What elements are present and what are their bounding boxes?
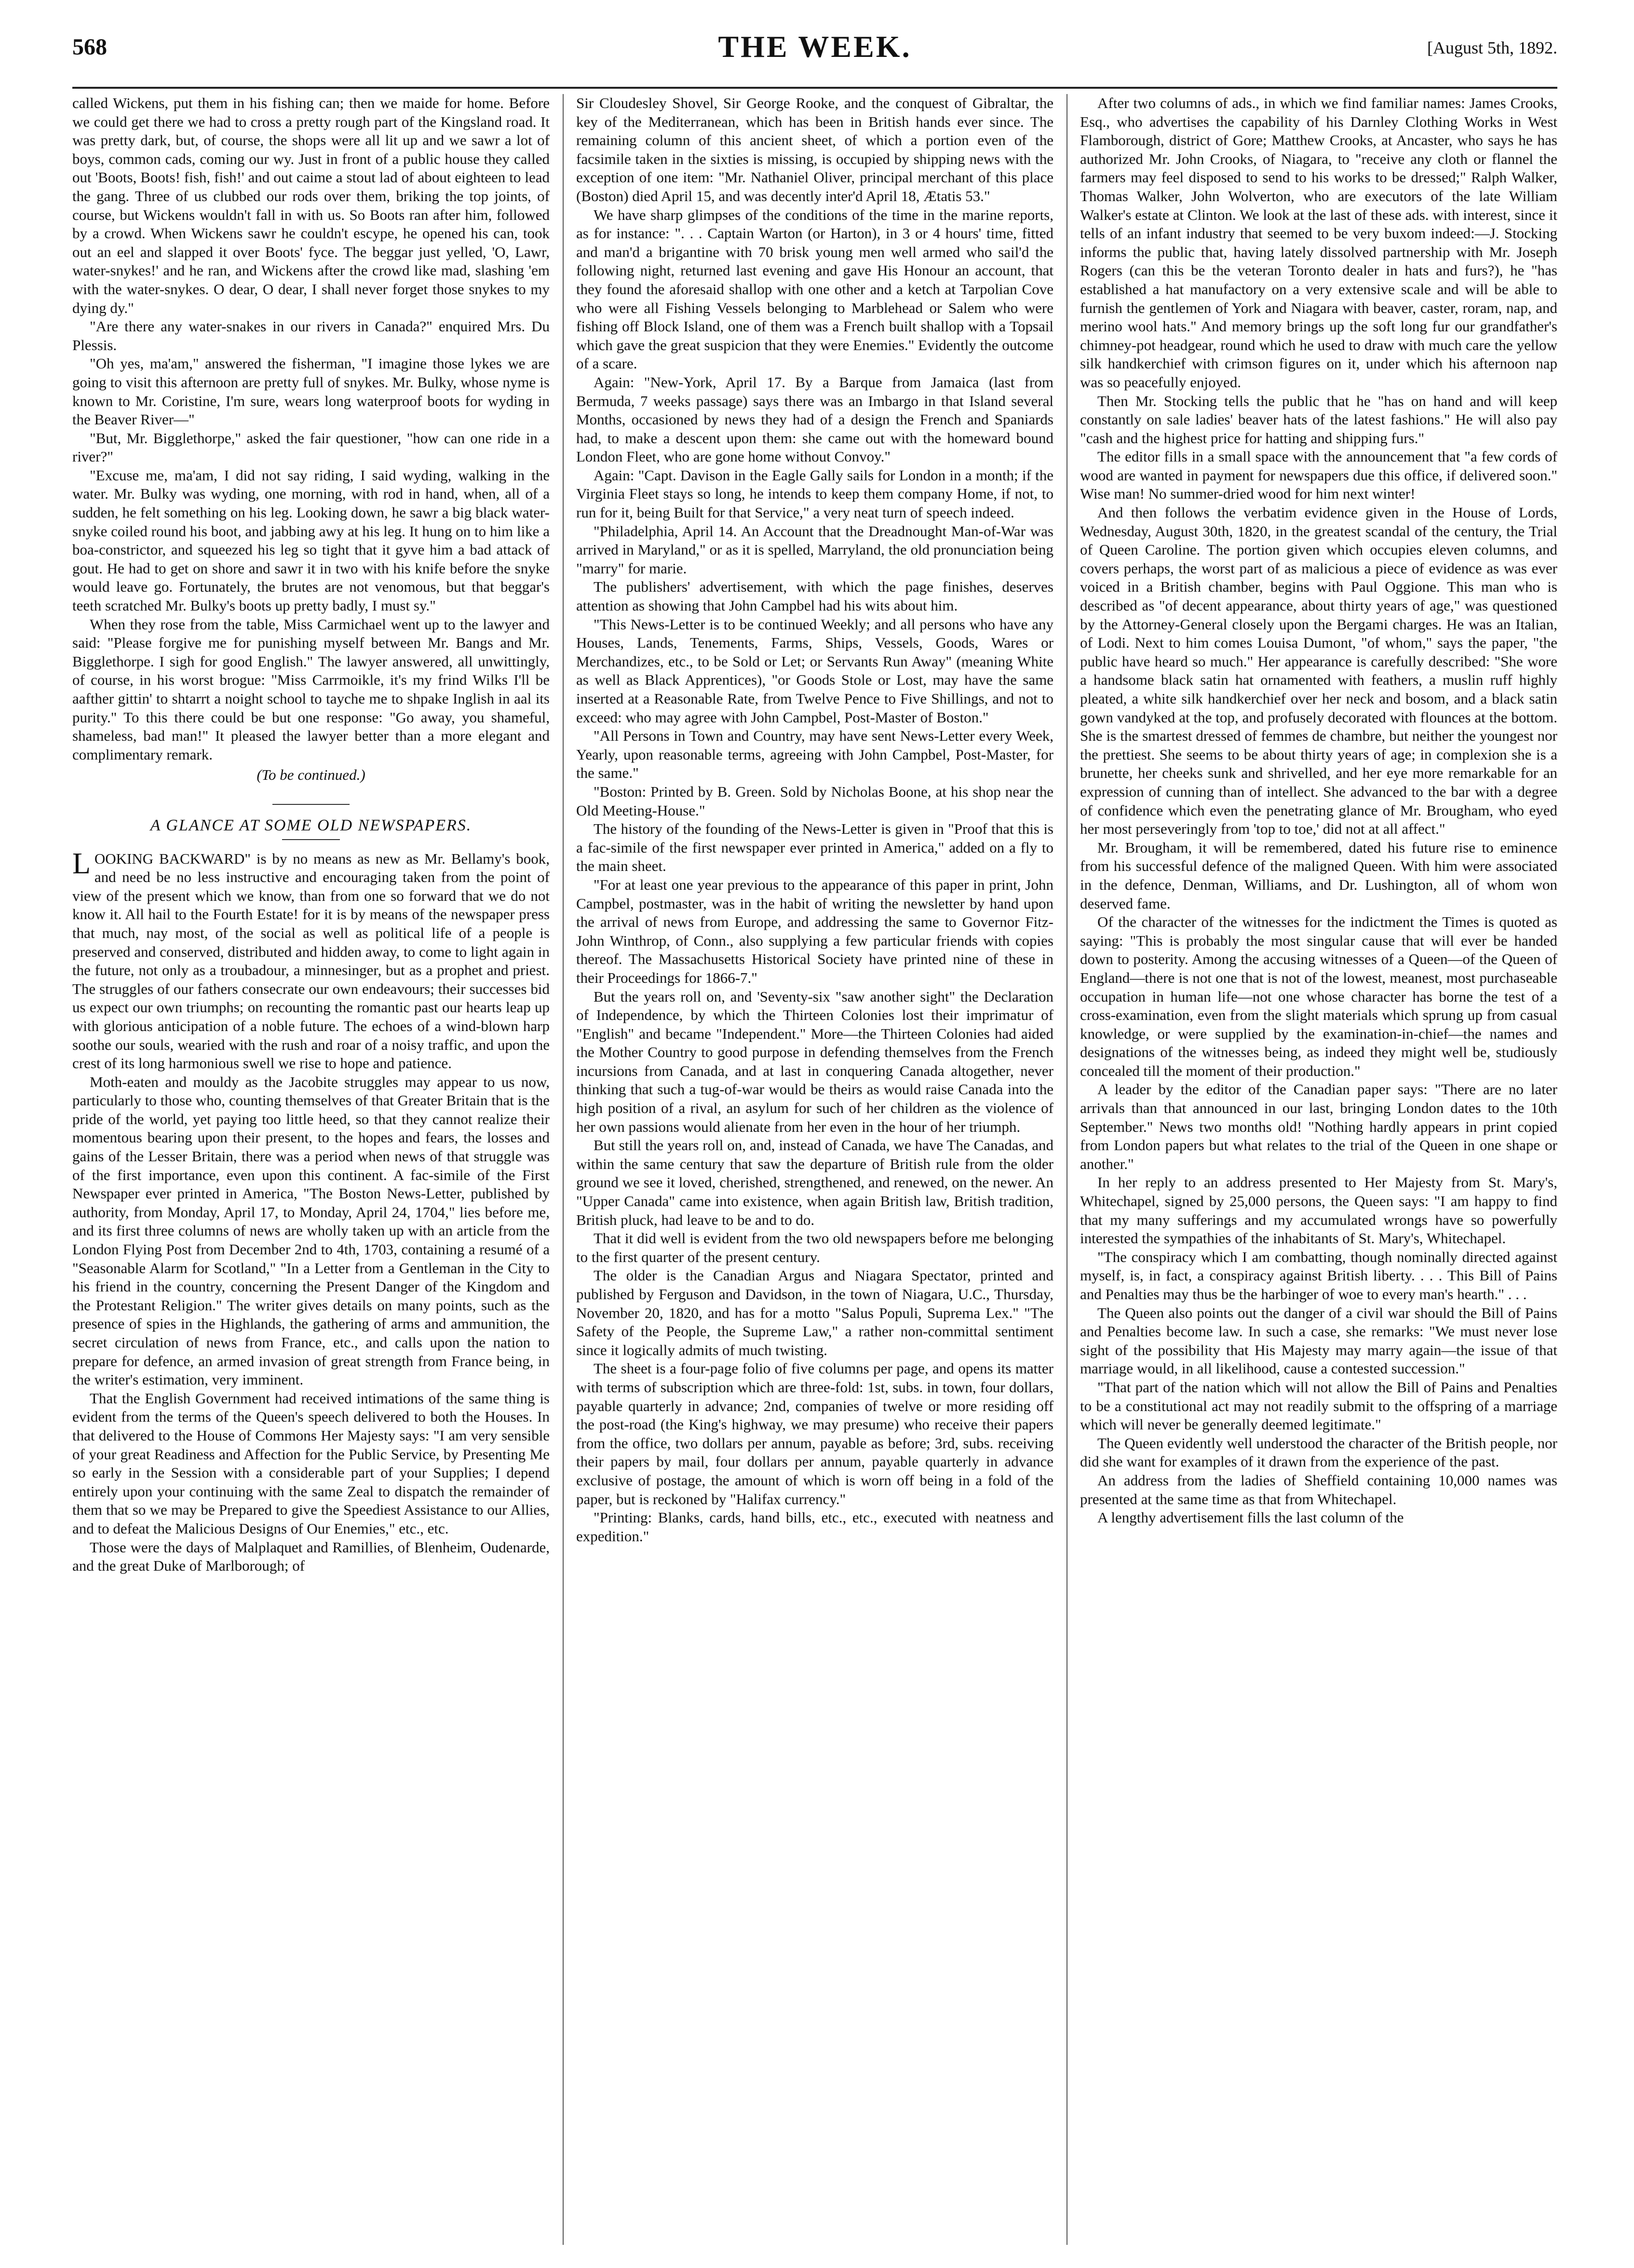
to-be-continued: (To be continued.) bbox=[257, 766, 365, 784]
paragraph: called Wickens, put them in his fishing can; then we maide for home. Before we could get there we had to cross a pretty rough part of the Kingsland road. It was pretty dark, but, of course, the shops were all lit up and we sawr a lot of boys, common cads, coming our wy. Just in front of a public house they called out 'Boots, Boots! fish, fish!' and out caime a stout lad of about eighteen to lead the gang. Three of us clubbed our rods over them, briking the top joints, of course, but Wickens wouldn't fall in with us. So Boots ran after him, followed by a crowd. When Wickens sawr he couldn't escype, he opened his can, took out an eel and slapped it over Boots' fyce. The beggar just yelled, 'O, Lawr, water-snykes!' and he ran, and Wickens after the crowd like mad, slashing 'em with the water-snykes. O dear, O dear, I shall never forget those snykes to my dying dy." bbox=[72, 95, 550, 316]
paragraph: "For at least one year previous to the appearance of this paper in print, John Campbel, postmaster, was in the habit of writing the newsletter by hand upon the arrival of news from Europe, and addressing the same to Governor Fitz-John Winthrop, of Conn., also supplying a few particular friends with copies thereof. The Massachusetts Historical Society have printed nine of these in their Proceedings for 1866-7." bbox=[576, 876, 1053, 986]
drop-cap: L bbox=[72, 847, 91, 880]
paragraph: "The conspiracy which I am combatting, though nominally directed against myself, is, in fact, a conspiracy against British liberty. . . . This Bill of Pains and Penalties may thus be the harbinger of woe to every man's hearth." . . . bbox=[1080, 1248, 1557, 1303]
paragraph: Of the character of the witnesses for the indictment the Times is quoted as saying: "This is probably the most singular cause that will ever be handed down to posterity. Among the accusing witnesses of a Queen—of the Queen of England—there is not one that is not of the lowest, meanest, most purchaseable occupation in human life—not one whose character has borne the test of a cross-examination, even from the slight materials which sprung up from casual knowledge, or were supplied by the examination-in-chief—the names and designations of the witnesses being, as indeed they might well be, studiously concealed till the moment of their production." bbox=[1080, 913, 1557, 1079]
masthead-title: THE WEEK. bbox=[718, 29, 912, 64]
paragraph: "Printing: Blanks, cards, hand bills, etc., etc., executed with neatness and expedition." bbox=[576, 1509, 1053, 1545]
issue-date: [August 5th, 1892. bbox=[1427, 38, 1557, 57]
paragraph: When they rose from the table, Miss Carmichael went up to the lawyer and said: "Please forgive me for punishing myself between Mr. Bangs and Mr. Bigglethorpe. I sigh for good English." The lawyer answered, all unwittingly, of course, in his worst brogue: "Miss Carrmoikle, it's my frind Wilks I'll be aafther gittin' to shtarrt a noight school to tayche me to shpake Inglish in aal its purity." To this there could be but one response: "Go away, you shameful, shameless, bad man!" It pleased the lawyer better than a more elegant and complimentary remark. bbox=[72, 615, 550, 763]
paragraph: Again: "Capt. Davison in the Eagle Gally sails for London in a month; if the Virginia Fleet stays so long, he intends to keep them company Home, if not, to run for it, being Built for that Service," a very neat turn of speech indeed. bbox=[576, 466, 1053, 521]
paragraph: Sir Cloudesley Shovel, Sir George Rooke, and the conquest of Gibraltar, the key of the Mediterranean, which has been in British hands ever since. The remaining column of this ancient sheet, of which a portion even of the facsimile taken in the sixties is missing, is occupied by shipping news with the exception of one item: "Mr. Nathaniel Oliver, principal merchant of this place (Boston) died April 15, and was decently inter'd April 18, Ætatis 53." bbox=[576, 95, 1053, 204]
paragraph: "That part of the nation which will not allow the Bill of Pains and Penalties to be a constitutional act may not readily submit to the offspring of a marriage which will never be generally deemed legitimate." bbox=[1080, 1378, 1557, 1433]
paragraph: We have sharp glimpses of the conditions of the time in the marine reports, as for instance: ". . . Captain Warton (or Harton), in 3 or 4 hours' time, fitted and man'd a brigantine with 70 brisk young men well armed who sail'd the following night, returned last evening and gave His Honour an account, that they found the aforesaid shallop with one other and a ketch at Tarpolian Cove who were all Fishing Vessels belonging to Marblehead or Salem who were fishing off Block Island, one of them was a French built shallop with a Topsail which gave the great suspicion that they were Enemies." Evidently the outcome of a scare. bbox=[576, 206, 1053, 372]
paragraph: "But, Mr. Bigglethorpe," asked the fair questioner, "how can one ride in a river?" bbox=[72, 429, 550, 465]
paragraph: "Philadelphia, April 14. An Account that the Dreadnought Man-of-War was arrived in Maryland," or as it is spelled, Marryland, the old pronunciation being "marry" for marie. bbox=[576, 522, 1053, 577]
article-title: A GLANCE AT SOME OLD NEWSPAPERS. bbox=[150, 816, 472, 834]
page-number: 568 bbox=[72, 34, 107, 60]
paragraph: Then Mr. Stocking tells the public that he "has on hand and will keep constantly on sale ladies' beaver hats of the latest fashions." He will also pay "cash and the highest price for hatting and shipping furs." bbox=[1080, 392, 1557, 447]
paragraph: In her reply to an address presented to Her Majesty from St. Mary's, Whitechapel, signed by 25,000 persons, the Queen says: "I am happy to find that my many sufferings and my accumulated wrongs have so powerfully interested the sympathies of the inhabitants of St. Mary's, Whitechapel. bbox=[1080, 1174, 1557, 1247]
paragraph: Moth-eaten and mouldy as the Jacobite struggles may appear to us now, particularly to those who, counting themselves of that Greater Britain that is the pride of the world, yet paying too little heed, so that they cannot realize their momentous bearing upon their present, to the hopes and fears, the losses and gains of the Lesser Britain, there was a period when news of that struggle was of the first importance, even upon this continent. A fac-simile of the First Newspaper ever printed in America, "The Boston News-Letter, published by authority, from Monday, April 17, to Monday, April 24, 1704," lies before me, and its first three columns of news are wholly taken up with an article from the London Flying Post from December 2nd to 4th, 1703, containing a resumé of a "Seasonable Alarm for Scotland," "In a Letter from a Gentleman in the City to his friend in the country, concerning the Present Danger of the Kingdom and the Protestant Religion." The writer gives details on many points, such as the presence of spies in the Highlands, the gathering of arms and ammunition, the secret circulation of news from France, etc., and calls upon the nation to prepare for defence, an armed invasion of great strength from France being, in the writer's estimation, very imminent. bbox=[72, 1073, 550, 1388]
paragraph: And then follows the verbatim evidence given in the House of Lords, Wednesday, August 30th, 1820, in the greatest scandal of the century, the Trial of Queen Caroline. The portion given which occupies eleven columns, and covers perhaps, the worst part of as malicious a piece of evidence as was ever voiced in a British chamber, begins with Paul Oggione. This man who is described as "of decent appearance, about thirty years of age," was questioned by the Attorney-General closely upon the Bergami charges. He was an Italian, of Lodi. Next to him comes Louisa Dumont, "of whom," says the paper, "the public have heard so much." Her appearance is carefully described: "She wore a handsome black satin hat ornamented with feathers, a muslin ruff highly pleated, a white silk handkerchief over her neck and bosom, and a black satin gown vandyked at the top, and profusely decorated with flounces at the bottom. She is the smartest dressed of femmes de chambre, but neither the youngest nor the prettiest. She seems to be about thirty years of age; in complexion she is a brunette, her cheeks sunk and shrivelled, and her eye more remarkable for an expression of cunning than of intellect. She advanced to the bar with a degree of confidence which even the penetrating glance of Mr. Brougham, who eyed her most perseveringly from 'top to toe,' did not at all affect." bbox=[1080, 504, 1557, 838]
paragraph: The publishers' advertisement, with which the page finishes, deserves attention as showing that John Campbel had his wits about him. bbox=[576, 578, 1053, 614]
paragraph: "Are there any water-snakes in our rivers in Canada?" enquired Mrs. Du Plessis. bbox=[72, 318, 550, 353]
paragraph: "Excuse me, ma'am, I did not say riding, I said wyding, walking in the water. Mr. Bulky was wyding, one morning, with rod in hand, when, all of a sudden, he felt something on his leg. Looking down, he sawr a big black water-snyke coiled round his boot, and jabbing awy at his leg. It hung on to him like a boa-constrictor, and squeezed his leg so tight that it gyve him a bad attack of gout. He had to get on shore and sawr it in two with his knife before the snyke would leave go. Fortunately, the brutes are not venomous, but that beggar's teeth scratched Mr. Bulky's boots up pretty badly, I must sy." bbox=[72, 466, 550, 614]
paragraph: "This News-Letter is to be continued Weekly; and all persons who have any Houses, Lands, Tenements, Farms, Ships, Vessels, Goods, Wares or Merchandizes, etc., to be Sold or Let; or Servants Run Away" (meaning White as well as Black Apprentices), "or Goods Stole or Lost, may have the same inserted at a Reasonable Rate, from Twelve Pence to Five Shillings, and not to exceed: who may agree with John Campbel, Post-Master of Boston." bbox=[576, 615, 1053, 726]
column-rule bbox=[563, 94, 564, 2245]
column-1 bbox=[72, 94, 550, 2245]
paragraph: The older is the Canadian Argus and Niagara Spectator, printed and published by Ferguson and Davidson, in the town of Niagara, U.C., Thursday, November 20, 1820, and has for a motto "Salus Populi, Suprema Lex." "The Safety of the People, the Supreme Law," a rather non-committal sentiment since it logically admits of much twisting. bbox=[576, 1267, 1053, 1358]
paragraph: The history of the founding of the News-Letter is given in "Proof that this is a fac-simile of the first newspaper ever printed in America," added on a fly to the main sheet. bbox=[576, 820, 1053, 875]
paragraph: "All Persons in Town and Country, may have sent News-Letter every Week, Yearly, upon reasonable terms, agreeing with John Campbel, Post-Master, for the same." bbox=[576, 727, 1053, 782]
lead-text: OOKING BACKWARD" is by no means as new as Mr. Bellamy's book, and need be no less instructive and encouraging taken from the point of view of the present which we know, than from one so forward that we do not know it. All hail to the Fourth Estate! for it is by means of the newspaper press that much, nay most, of the social as well as political life of a people is preserved and conserved, distributed and hidden away, to come to light again in the future, not only as a troubadour, a minnesinger, but as a prophet and priest. The struggles of our fathers consecrate our own endeavours; their successes bid us expect our own triumphs; on recounting the romantic past our hearts leap up with glorious anticipation of a noble future. The echoes of a wind-blown harp soothe our souls, wearied with the rush and roar of a noisy traffic, and upon the crest of its long harmonious swell we rise to hope and patience. bbox=[72, 850, 550, 1072]
paragraph: A lengthy advertisement fills the last column of the bbox=[1097, 1509, 1404, 1526]
column-3 bbox=[1080, 94, 1557, 2245]
paragraph: The sheet is a four-page folio of five columns per page, and opens its matter with terms of subscription which are three-fold: 1st, subs. in town, four dollars, payable quarterly in advance; 2nd, companies of twelve or more residing off the post-road (the King's highway, we may presume) who receive their papers from the office, two dollars per annum, payable as before; 3rd, subs. receiving their papers by mail, four dollars per annum, payable quarterly in advance exclusive of postage, the amount of which is worn off being in a fold of the paper, but is reckoned by "Halifax currency." bbox=[576, 1360, 1053, 1507]
paragraph: The Queen evidently well understood the character of the British people, nor did she want for examples of it drawn from the experience of the past. bbox=[1080, 1434, 1557, 1470]
column-2 bbox=[576, 94, 1053, 2245]
paragraph: Mr. Brougham, it will be remembered, dated his future rise to eminence from his successful defence of the maligned Queen. With him were associated in the defence, Denman, Williams, and Dr. Lushington, all of whom won deserved fame. bbox=[1080, 839, 1557, 912]
paragraph-lead bbox=[72, 847, 550, 1073]
title-rule bbox=[282, 839, 340, 840]
article-columns bbox=[72, 94, 1557, 2245]
paragraph: Those were the days of Malplaquet and Ramillies, of Blenheim, Oudenarde, and the great Duke of Marlborough; of bbox=[72, 1538, 550, 1575]
paragraph: After two columns of ads., in which we find familiar names: James Crooks, Esq., who advertises the capability of his Darnley Clothing Works in West Flamborough, district of Gore; Matthew Crooks, at Ancaster, who says he has authorized Mr. John Crooks, of Niagara, to "receive any cloth or flannel the farmers may feel disposed to send to his works to be dressed;" Ralph Walker, Thomas Walker, John Wolverton, who are executors of the late William Walker's estate at Clinton. We look at the last of these ads. with interest, since it tells of an infant industry that seemed to be very buxom indeed:—J. Stocking informs the public that, having lately dissolved partnership with Mr. Joseph Rogers (can this be the veteran Toronto dealer in hats and furs?), he "has established a hat manufactory on a very extensive scale and will be able to furnish the gentlemen of York and Niagara with beaver, caster, roram, nap, and merino wool hats." And memory brings up the soft long fur our grandfather's chimney-pot headgear, round which he used to draw with much care the yellow silk handkerchief with crimson figures on it, under which his afternoon nap was so peacefully enjoyed. bbox=[1080, 95, 1557, 391]
section-divider bbox=[272, 804, 350, 805]
paragraph: The Queen also points out the danger of a civil war should the Bill of Pains and Penalties become law. In such a case, she remarks: "We must never lose sight of the possibility that His Majesty may marry again—the issue of that marriage would, in all likelihood, cause a contested succession." bbox=[1080, 1304, 1557, 1377]
paragraph: That it did well is evident from the two old newspapers before me belonging to the first quarter of the present century. bbox=[576, 1230, 1053, 1265]
page-header bbox=[72, 29, 1557, 89]
paragraph: That the English Government had received intimations of the same thing is evident from the terms of the Queen's speech delivered to both the Houses. In that delivered to the House of Commons Her Majesty says: "I am very sensible of your great Readiness and Affection for the Public Service, by Presenting Me so early in the Session with a considerable part of your Supplies; I depend entirely upon your continuing with the same Zeal to dispatch the remainder of them that so we may be Prepared to give the Speediest Assistance to our Allies, and to defeat the Malicious Designs of Our Enemies," etc., etc. bbox=[72, 1389, 550, 1537]
paragraph: Again: "New-York, April 17. By a Barque from Jamaica (last from Bermuda, 7 weeks passage) says there was an Imbargo in that Island several Months, occasioned by news they had of a design the French and Spaniards had, to make a descent upon them: she came out with the homeward bound London Fleet, who are gone home without Convoy." bbox=[576, 373, 1053, 465]
paragraph: The editor fills in a small space with the announcement that "a few cords of wood are wanted in payment for newspapers due this office, if delivered soon." Wise man! No summer-dried wood for him next winter! bbox=[1080, 448, 1557, 502]
paragraph: "Boston: Printed by B. Green. Sold by Nicholas Boone, at his shop near the Old Meeting-House." bbox=[576, 783, 1053, 819]
paragraph: An address from the ladies of Sheffield containing 10,000 names was presented at the same time as that from Whitechapel. bbox=[1080, 1471, 1557, 1507]
paragraph: But the years roll on, and 'Seventy-six "saw another sight" the Declaration of Independence, by which the Thirteen Colonies lost their imprimatur of "English" and became "Independent." More—the Thirteen Colonies had aided the Mother Country to good purpose in defending themselves from the French incursions from Canada, and at last in conquering Canada altogether, never thinking that such a tug-of-war would be theirs as would raise Canada into the high position of a rival, an asylum for such of her children as the violence of her own passions would alienate from her even in the hour of her triumph. bbox=[576, 988, 1053, 1135]
paragraph: A leader by the editor of the Canadian paper says: "There are no later arrivals than that announced in our last, bringing London dates to the 10th September." News two months old! "Nothing hardly appears in print copied from London papers but what relates to the trial of the Queen in one shape or another." bbox=[1080, 1081, 1557, 1172]
paragraph: But still the years roll on, and, instead of Canada, we have The Canadas, and within the same century that saw the departure of British rule from the older ground we see it loved, cherished, strengthened, and renewed, on the newer. An "Upper Canada" came into existence, when again British law, British tradition, British pluck, had leave to be and to do. bbox=[576, 1137, 1053, 1228]
paragraph: "Oh yes, ma'am," answered the fisherman, "I imagine those lykes we are going to visit this afternoon are pretty full of snykes. Mr. Bulky, whose nyme is known to Mr. Coristine, I'm sure, wears long waterproof boots for wyding in the Beaver River—" bbox=[72, 355, 550, 428]
